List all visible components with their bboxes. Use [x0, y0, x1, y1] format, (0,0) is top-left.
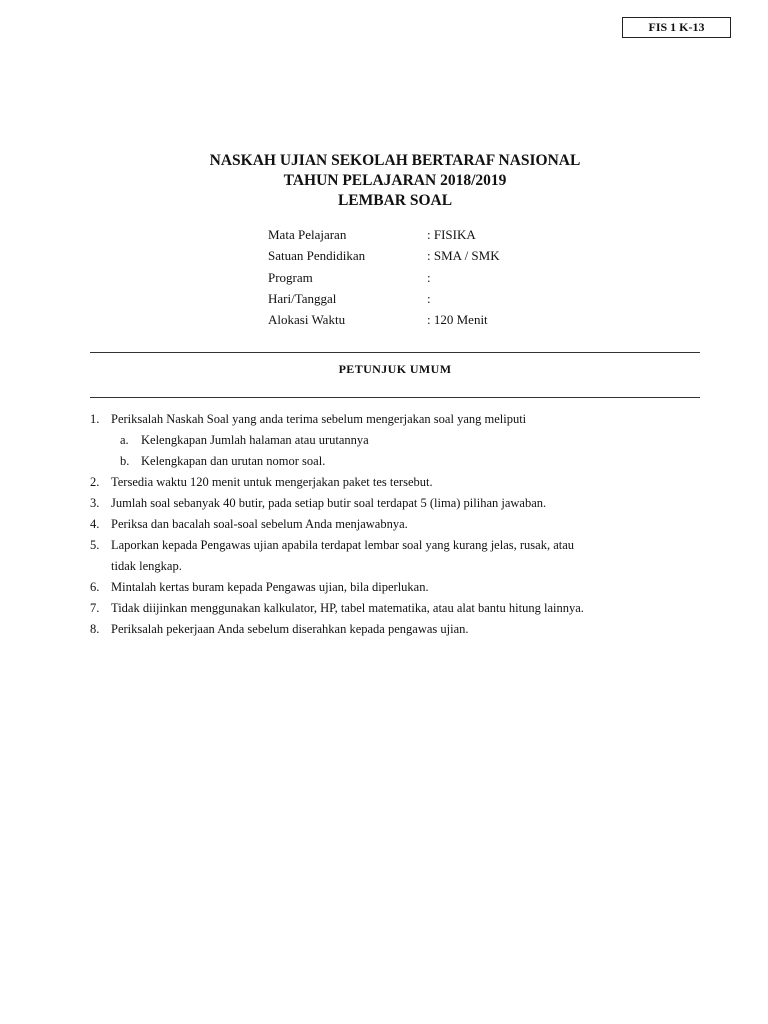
title-line-2: TAHUN PELAJARAN 2018/2019: [283, 172, 507, 189]
item-text: Laporkan kepada Pengawas ujian apabila terdapat lembar soal yang kurang jelas, rusak, atau: [111, 538, 575, 552]
info-row-school-unit: [268, 245, 500, 266]
info-label: Satuan Pendidikan: [268, 248, 366, 264]
divider-top: [90, 352, 700, 353]
list-item-continuation: [90, 556, 710, 577]
info-label: Hari/Tanggal: [268, 290, 337, 306]
list-item: [90, 577, 710, 598]
item-number: 2.: [90, 475, 100, 489]
item-letter: a.: [120, 433, 129, 447]
document-title: [90, 151, 700, 211]
info-label: Alokasi Waktu: [268, 312, 346, 328]
info-row-program: [268, 267, 500, 288]
info-row-date: [268, 288, 500, 309]
item-text: Kelengkapan Jumlah halaman atau urutannya: [141, 433, 369, 447]
info-label: Program: [268, 269, 313, 285]
list-item: [90, 535, 710, 556]
item-number: 5.: [90, 538, 100, 552]
item-text: Jumlah soal sebanyak 40 butir, pada setiap butir soal terdapat 5 (lima) pilihan jawaban.: [111, 496, 547, 510]
info-row-subject: [268, 224, 500, 245]
item-text: Tidak diijinkan menggunakan kalkulator, HP, tabel matematika, atau alat bantu hitung lainnya.: [111, 601, 584, 615]
list-item: [90, 472, 710, 493]
info-value: : 120 Menit: [427, 312, 488, 328]
info-value: : SMA / SMK: [427, 248, 500, 264]
item-text: Kelengkapan dan urutan nomor soal.: [141, 454, 326, 468]
item-text: Periksalah pekerjaan Anda sebelum diserahkan kepada pengawas ujian.: [111, 622, 469, 636]
item-text: Mintalah kertas buram kepada Pengawas ujian, bila diperlukan.: [111, 580, 429, 594]
sub-list-item: [90, 430, 710, 451]
item-text: Tersedia waktu 120 menit untuk mengerjakan paket tes tersebut.: [111, 475, 433, 489]
info-value: :: [427, 290, 431, 306]
list-item: [90, 514, 710, 535]
instruction-list: [90, 409, 710, 640]
item-number: 3.: [90, 496, 100, 510]
divider-bottom: [90, 397, 700, 398]
exam-info-table: [268, 224, 500, 330]
document-code-badge: FIS 1 K-13: [622, 17, 731, 38]
item-text: tidak lengkap.: [111, 559, 182, 573]
item-text: Periksa dan bacalah soal-soal sebelum Anda menjawabnya.: [111, 517, 408, 531]
item-number: 1.: [90, 412, 100, 426]
list-item: [90, 409, 710, 430]
item-number: 8.: [90, 622, 100, 636]
list-item: [90, 619, 710, 640]
list-item: [90, 598, 710, 619]
item-text: Periksalah Naskah Soal yang anda terima sebelum mengerjakan soal yang meliputi: [111, 412, 527, 426]
list-item: [90, 493, 710, 514]
sub-list-item: [90, 451, 710, 472]
info-label: Mata Pelajaran: [268, 227, 347, 242]
item-number: 7.: [90, 601, 100, 615]
title-line-1: NASKAH UJIAN SEKOLAH BERTARAF NASIONAL: [209, 152, 581, 169]
item-letter: b.: [120, 454, 130, 468]
section-heading: PETUNJUK UMUM: [338, 362, 452, 376]
info-row-time-allocation: [268, 309, 500, 330]
info-value: : FISIKA: [427, 227, 476, 242]
info-value: :: [427, 269, 431, 285]
item-number: 6.: [90, 580, 100, 594]
item-number: 4.: [90, 517, 100, 531]
title-line-3: LEMBAR SOAL: [337, 192, 453, 209]
